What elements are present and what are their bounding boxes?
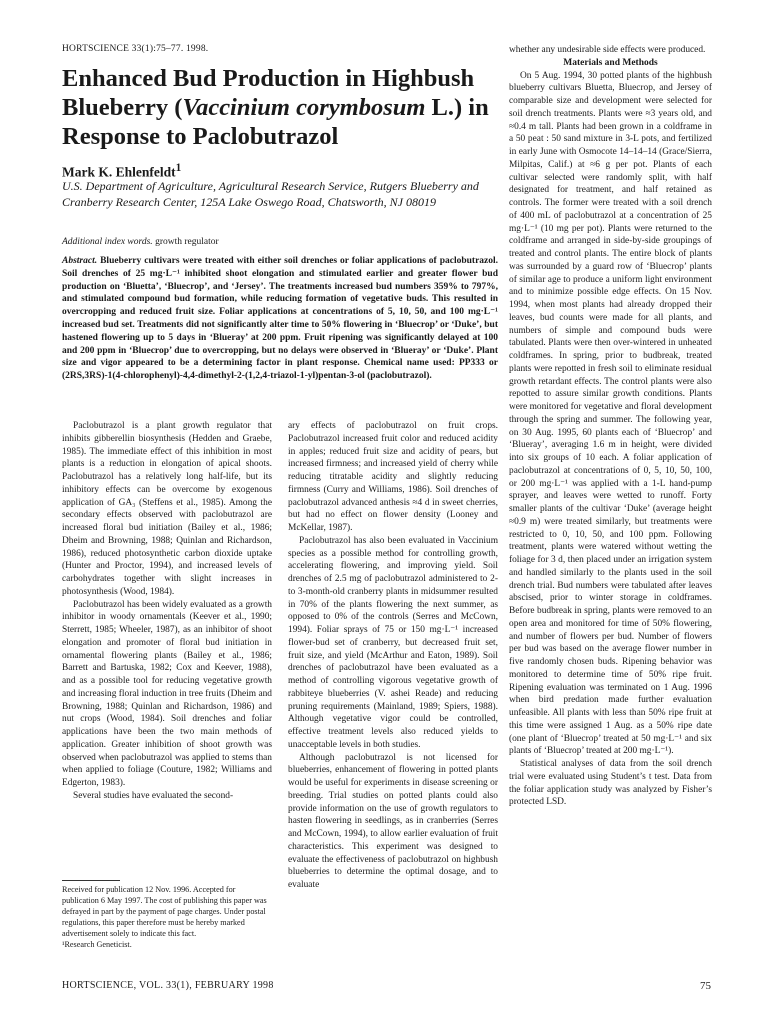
running-header: HORTSCIENCE 33(1):75–77. 1998. <box>62 44 209 54</box>
body-column-middle <box>288 420 498 892</box>
paragraph: whether any undesirable side effects were produced. <box>509 45 706 55</box>
author-footnote: ¹Research Geneticist. <box>62 940 132 949</box>
author-affiliation: U.S. Department of Agriculture, Agricultural Research Service, Rutgers Blueberry and Cranberry Research Center, 125A Lake Oswego Road, Chatsworth, NJ 08019 <box>62 179 479 209</box>
body-column-left <box>62 420 272 803</box>
paragraph: Paclobutrazol has been widely evaluated as a growth inhibitor in woody ornamentals (Keever et al., 1990; Sterrett, 1985; Wheeler, 1987), as an inhibitor of shoot elongation and promoter of floral bud initiation in ornamental flowering plants (Bailey et al., 1986; Barrett and Bartuska, 1982; Cox and Keever, 1988), and as a possible tool for reducing vegetative growth and increasing floral induction in tree fruits (Dheim and Browning, 1988; Quinlan and Richardson, 1986) and nut crops (Wood, 1984). Soil drenches and foliar applications have been the two main methods of application. Greater inhibition of shoot growth was observed when paclobutrazol was applied to stems than when applied to foliage (Couture, 1982; Williams and Edgerton, 1983). <box>62 599 272 788</box>
paragraph: Paclobutrazol is a plant growth regulator that inhibits gibberellin biosynthesis (Hedden and Graebe, 1985). The immediate effect of this inhibition in most plants is a reduction in elongation of apical shoots. Paclobutrazol has a relatively long half-life, but its inhibitory effects can be overcome by exogenous application of GA₃ (Steffens et al., 1985). Among the secondary effects observed with paclobutrazol are increased floral bud initiation (Bailey et al., 1986; Dheim and Browning, 1988; Quinlan and Richardson, 1986), reduced photosynthetic carbon dioxide uptake (Hunter and Proctor, 1994), and increased levels of carbohydrates together with slight increases in photosynthesis (Wood, 1984). <box>62 421 272 597</box>
paragraph: Statistical analyses of data from the soil drench trial were evaluated using Student’s t test. Data from the foliar application study was analyzed by Fisher’s protected LSD. <box>509 759 712 808</box>
received-note: Received for publication 12 Nov. 1996. Accepted for publication 6 May 1997. The cost of publishing this paper was defrayed in part by the payment of page charges. Under postal regulations, this paper therefore must be hereby marked advertisement solely to indicate this fact. <box>62 885 267 938</box>
page-number: 75 <box>700 980 711 992</box>
paragraph: Paclobutrazol has also been evaluated in Vaccinium species as a possible method for controlling growth, accelerating flowering, and improving yield. Soil drenches of 2.5 mg of paclobutrazol administered to 2- to 3-month-old cranberry plants in midsummer resulted in 70% of the plants flowering the next summer, as opposed to 0% of the controls (Serres and McCown, 1994). Foliar sprays of 75 or 150 mg·L⁻¹ increased flower-bud set of cranberry, but decreased fruit set, fruit size, and yield (McArthur and Eaton, 1989). Soil drenches of paclobutrazol have been evaluated as a method of controlling vigorous vegetative growth of rabbiteye blueberries (V. ashei Reade) and reducing pruning requirements (Mainland, 1989; Spiers, 1988). Although vegetative vigor could be controlled, effective treatment levels also reduced yields to unacceptable levels in both studies. <box>288 535 498 750</box>
section-heading: Materials and Methods <box>563 57 658 68</box>
index-words: Additional index words. growth regulator <box>62 237 219 247</box>
paragraph: Although paclobutrazol is not licensed for blueberries, enhancement of flowering in potted plants would be useful for experiments in disease screening or breeding. Trial studies on potted plants could also provide information on the use of growth regulators to hasten flowering in seedlings, as in cranberries (Serres and McCown, 1994), to allow earlier evaluation of fruit characteristics. This experiment was designed to evaluate the effectiveness of paclobutrazol on highbush blueberries to determine the optimal dosage, and to evaluate <box>288 752 498 890</box>
paragraph: Several studies have evaluated the second- <box>73 790 234 801</box>
paragraph: On 5 Aug. 1994, 30 potted plants of the highbush blueberry cultivars Bluetta, Bluecrop, and Jersey of comparable size and development were selected for soil drench treatments. Plants were ≈3 years old, and ≈0.4 m tall. Plants had been grown in a coldframe in a 50 peat : 50 sand mixture in 3-L pots, and fertilized in early June with Osmocote 14–14–14 (Grace/Sierra, Milpitas, Calif.) at ≈6 g per pot. Plants of each cultivar selected were randomly split, with half designated for treatment, and half retained as controls. The former were treated with a soil drench of 400 mL of paclobutrazol at a concentration of 25 mg·L⁻¹ (10 mg per pot). Plants were returned to the coldframe and arranged in side-by-side groupings of treated and control plants. The entire block of plants was surrounded by a guard row of ‘Bluecrop’ plants of similar age to produce a uniform light environment and to minimize possible edge effects. On 15 Nov. 1994, when most plants had already dropped their leaves, bud counts were made for all plants, and numbers of simple and compound buds were tabulated. Plants were then over-wintered in unheated coldframes. In spring, prior to budbreak, treated plants were repotted in fresh soil to eliminate residual growth retardant effects. The control plants were also repotted to assure similar growth conditions. Plants were monitored for vegetative and floral development through the spring and summer. The following year, on 30 Aug. 1995, 60 plants each of ‘Bluecrop’ and ‘Blueray’, averaging 1.6 m in height, were divided into six groups of 10 each. A foliar application of paclobutrazol at concentrations of 0, 5, 10, 50, 100, or 200 mg·L⁻¹ was applied with a 1-L hand-pump sprayer, and leaves were wetted to runoff. Forty smaller plants of the cultivar ‘Duke’ (average height ≈0.9 m) were treated similarly, but treatments were restricted to 0, 10, 50, and 100 ppm. Following treatment, plants were watered without wetting the foliage for 3 d, then placed under an irrigation system and handled similarly to the plants used in the soil drench trial. Bud numbers were tabulated after leaves abscised, prior to winter storage in coldframes. Before budbreak in spring, plants were removed to an open area and monitored for time of 50% flowering, and number of flowers per bud. Number of flowers per bud was based on the average flower number in five randomly chosen buds. Ripening behavior was monitored to determine time of 50% ripe fruit. Ripening evaluation was terminated on 1 Aug. 1996 when bird predation made further evaluation unfeasible. All plants with less than 50% ripe fruit at this time were assigned 1 Aug. as a 50% ripe date (one plant of ‘Bluecrop’ treated at 50 mg·L⁻¹ and six plants of ‘Bluecrop’ treated at 200 mg·L⁻¹). <box>509 70 712 757</box>
footnote-divider <box>62 880 120 881</box>
author-name: Mark K. Ehlenfeldt$^1$ <box>62 162 182 180</box>
abstract: Abstract. Blueberry cultivars were treated with either soil drenches or foliar applications of paclobutrazol. Soil drenches of 25 mg·L⁻¹ inhibited shoot elongation and stimulated earlier and greater flower bud production on ‘Bluetta’, ‘Bluecrop’, and ‘Jersey’. The treatments increased bud numbers 359% to 797%, and stimulated compound bud formation, while reducing formation of vegetative buds. This resulted in overcropping and reduced fruit size. Foliar applications at concentrations of 5, 10, 50, and 100 mg·L⁻¹ increased bud set. Treatments did not significantly alter time to 50% flowering in ‘Bluecrop’ or ‘Duke’, but hastened flowering up to 5 days in ‘Blueray’ at 200 ppm. Fruit ripening was significantly delayed at 100 and 200 ppm in ‘Bluecrop’ due to overcropping, but no delays were observed in ‘Blueray’ or ‘Duke’. Plant size and vigor appeared to be a determining factor in plant response. Chemical name used: PP333 or (2RS,3RS)-1(4-chlorophenyl)-4,4-dimethyl-2-(1,2,4-triazol-1-yl)pentan-3-ol (paclobutrazol). <box>62 256 499 382</box>
footnotes <box>62 884 272 950</box>
body-column-right <box>509 44 712 809</box>
paragraph: ary effects of paclobutrazol on fruit crops. Paclobutrazol increased fruit color and reduced acidity in apples; reduced fruit size and acidity of pears, but increased firmness; and increased yield of cherry while reducing titratable acidity and slightly reducing firmness (Curry and Williams, 1986). Soil drenches of paclobutrazol advanced anthesis ≈4 d in sweet cherries, but had no effect on flower density (Looney and McKellar, 1987). <box>288 421 498 533</box>
footer-journal: HORTSCIENCE, VOL. 33(1), FEBRUARY 1998 <box>62 980 274 991</box>
article-title: Enhanced Bud Production in Highbush Blueberry (Vaccinium corymbosum L.) in Response to Paclobutrazol <box>62 65 489 150</box>
